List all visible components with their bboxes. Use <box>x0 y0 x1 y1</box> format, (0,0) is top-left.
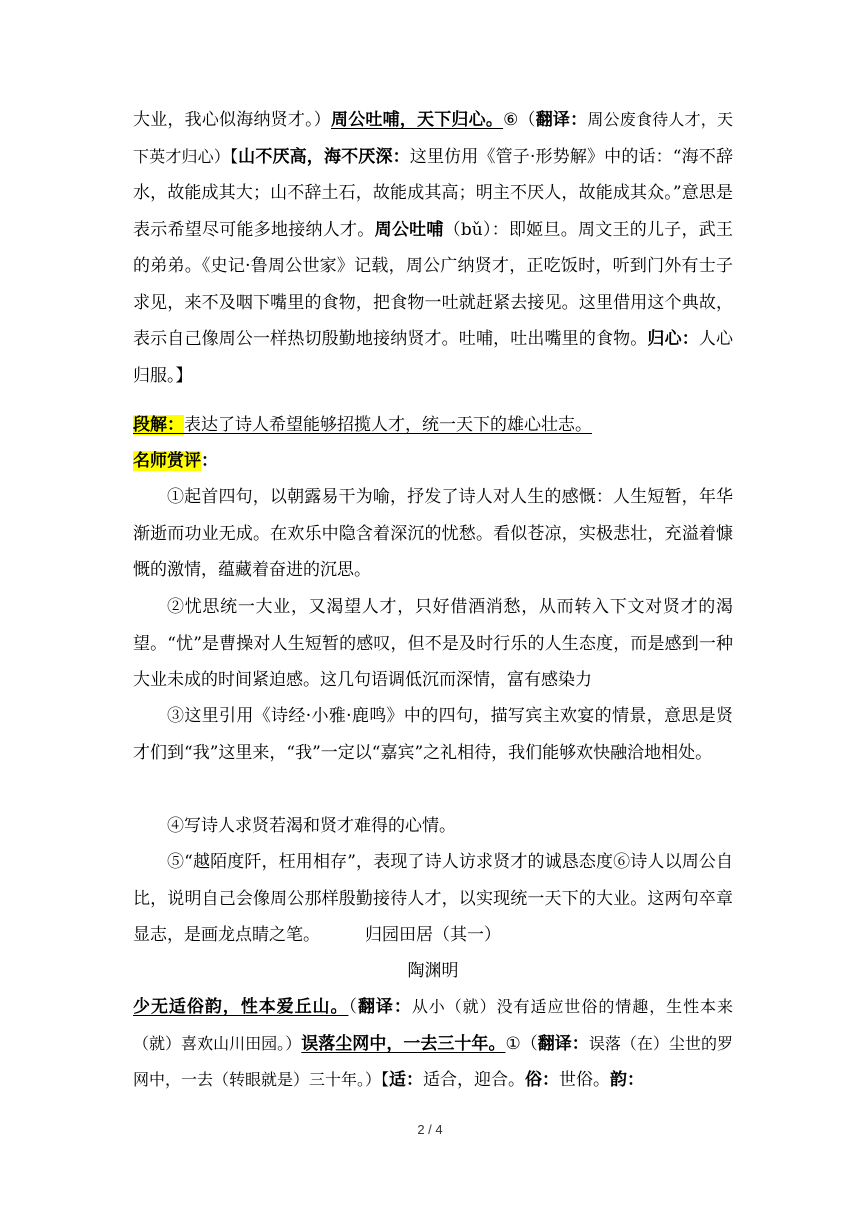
term: 周公吐哺 <box>374 219 444 240</box>
poem-title: 归园田居（其一） <box>365 925 501 945</box>
translation-text: 周公废食待人才，天下英才归心）【 <box>133 110 733 166</box>
text: ⑥（ <box>503 110 536 130</box>
translation-text: 误落（在）尘世的罗网中，一去（转眼就是）三十年。）【 <box>133 1033 733 1089</box>
text: （ <box>348 997 358 1017</box>
duanjie-text: 表达了诗人希望能够招揽人才，统一天下的雄心壮志。 <box>184 415 592 435</box>
term: 适： <box>389 1070 424 1090</box>
comment-2: ②忧思统一大业，又渴望人才，只好借酒消愁，从而转入下文对贤才的渴望。“忧”是曹操对人生短暂的感叹，但不是及时行乐的人生态度，而是感到一种大业未成的时间紧迫感。这几句语调低沉而深情，富有感染力 <box>133 597 733 690</box>
comment-3: ③这里引用《诗经·小雅·鹿鸣》中的四句，描写宾主欢宴的情景，意思是贤才们到“我”这里来，“我”一定以“嘉宾”之礼相待，我们能够欢快融洽地相处。 <box>133 706 733 763</box>
duanjie-paragraph <box>133 407 733 444</box>
comment-5: ⑤“越陌度阡，枉用相存”，表现了诗人访求贤才的诚恳态度⑥诗人以周公自比，说明自己会像周公那样殷勤接待人才，以实现统一天下的大业。这两句卒章显志，是画龙点睛之笔。 <box>133 852 733 945</box>
translation-text: 从小（就）没有适应世俗的情趣，生性本来（就）喜欢山川田园。） <box>133 997 734 1053</box>
mingshi-heading <box>133 443 733 480</box>
poem-paragraph <box>133 989 733 1099</box>
duanjie-label: 段解： <box>133 415 184 435</box>
note-text: 世俗。 <box>559 1070 611 1090</box>
mingshi-label: 名师赏评 <box>133 451 201 471</box>
mingshi-colon: ： <box>201 451 218 471</box>
page-number: 2 / 4 <box>417 1122 443 1137</box>
note-text: 适合，迎合。 <box>423 1070 526 1090</box>
note-text: （bǔ）：即姬旦。周文王的儿子，武王的弟弟。《史记·鲁周公世家》记载，周公广纳贤才，正吃饭时，听到门外有士子求见，来不及咽下嘴里的食物，把食物一吐就赶紧去接见。这里借用这个典故，表示自己像周公一样热切殷勤地接纳贤才。吐哺，吐出嘴里的食物。 <box>133 219 734 349</box>
comment-1: ①起首四句，以朝露易干为喻，抒发了诗人对人生的感慨：人生短暂，年华渐逝而功业无成。在欢乐中隐含着深沉的忧愁。看似苍凉，实极悲壮，充溢着慷慨的激情，蕴藏着奋进的沉思。 <box>133 487 733 580</box>
term: 山不厌高，海不厌深： <box>238 146 410 167</box>
original-verse: 误落尘网中，一去三十年。 <box>301 1033 506 1054</box>
term: 韵： <box>610 1070 645 1090</box>
comment-4: ④写诗人求贤若渴和贤才难得的心情。 <box>167 816 456 836</box>
note-text: 人心归服。】 <box>133 329 734 386</box>
text: ①（ <box>505 1033 538 1054</box>
translation-label: 翻译： <box>357 997 412 1017</box>
note-text: 这里仿用《管子·形势解》中的话：“海不辞水，故能成其大；山不辞土石，故能成其高；明主不厌人，故能成其众。”意思是表示希望尽可能多地接纳人才。 <box>133 146 733 240</box>
annotation-paragraph <box>133 102 733 394</box>
text: 大业，我心似海纳贤才。） <box>133 110 331 130</box>
translation-label: 翻译： <box>537 1033 589 1054</box>
term: 归心： <box>647 329 699 349</box>
translation-label: 翻译： <box>535 110 588 130</box>
original-verse: 少无适俗韵，性本爱丘山。 <box>133 997 349 1017</box>
term: 俗： <box>525 1070 560 1090</box>
poem-author: 陶渊明 <box>407 961 459 981</box>
original-verse: 周公吐哺，天下归心。 <box>330 110 504 130</box>
